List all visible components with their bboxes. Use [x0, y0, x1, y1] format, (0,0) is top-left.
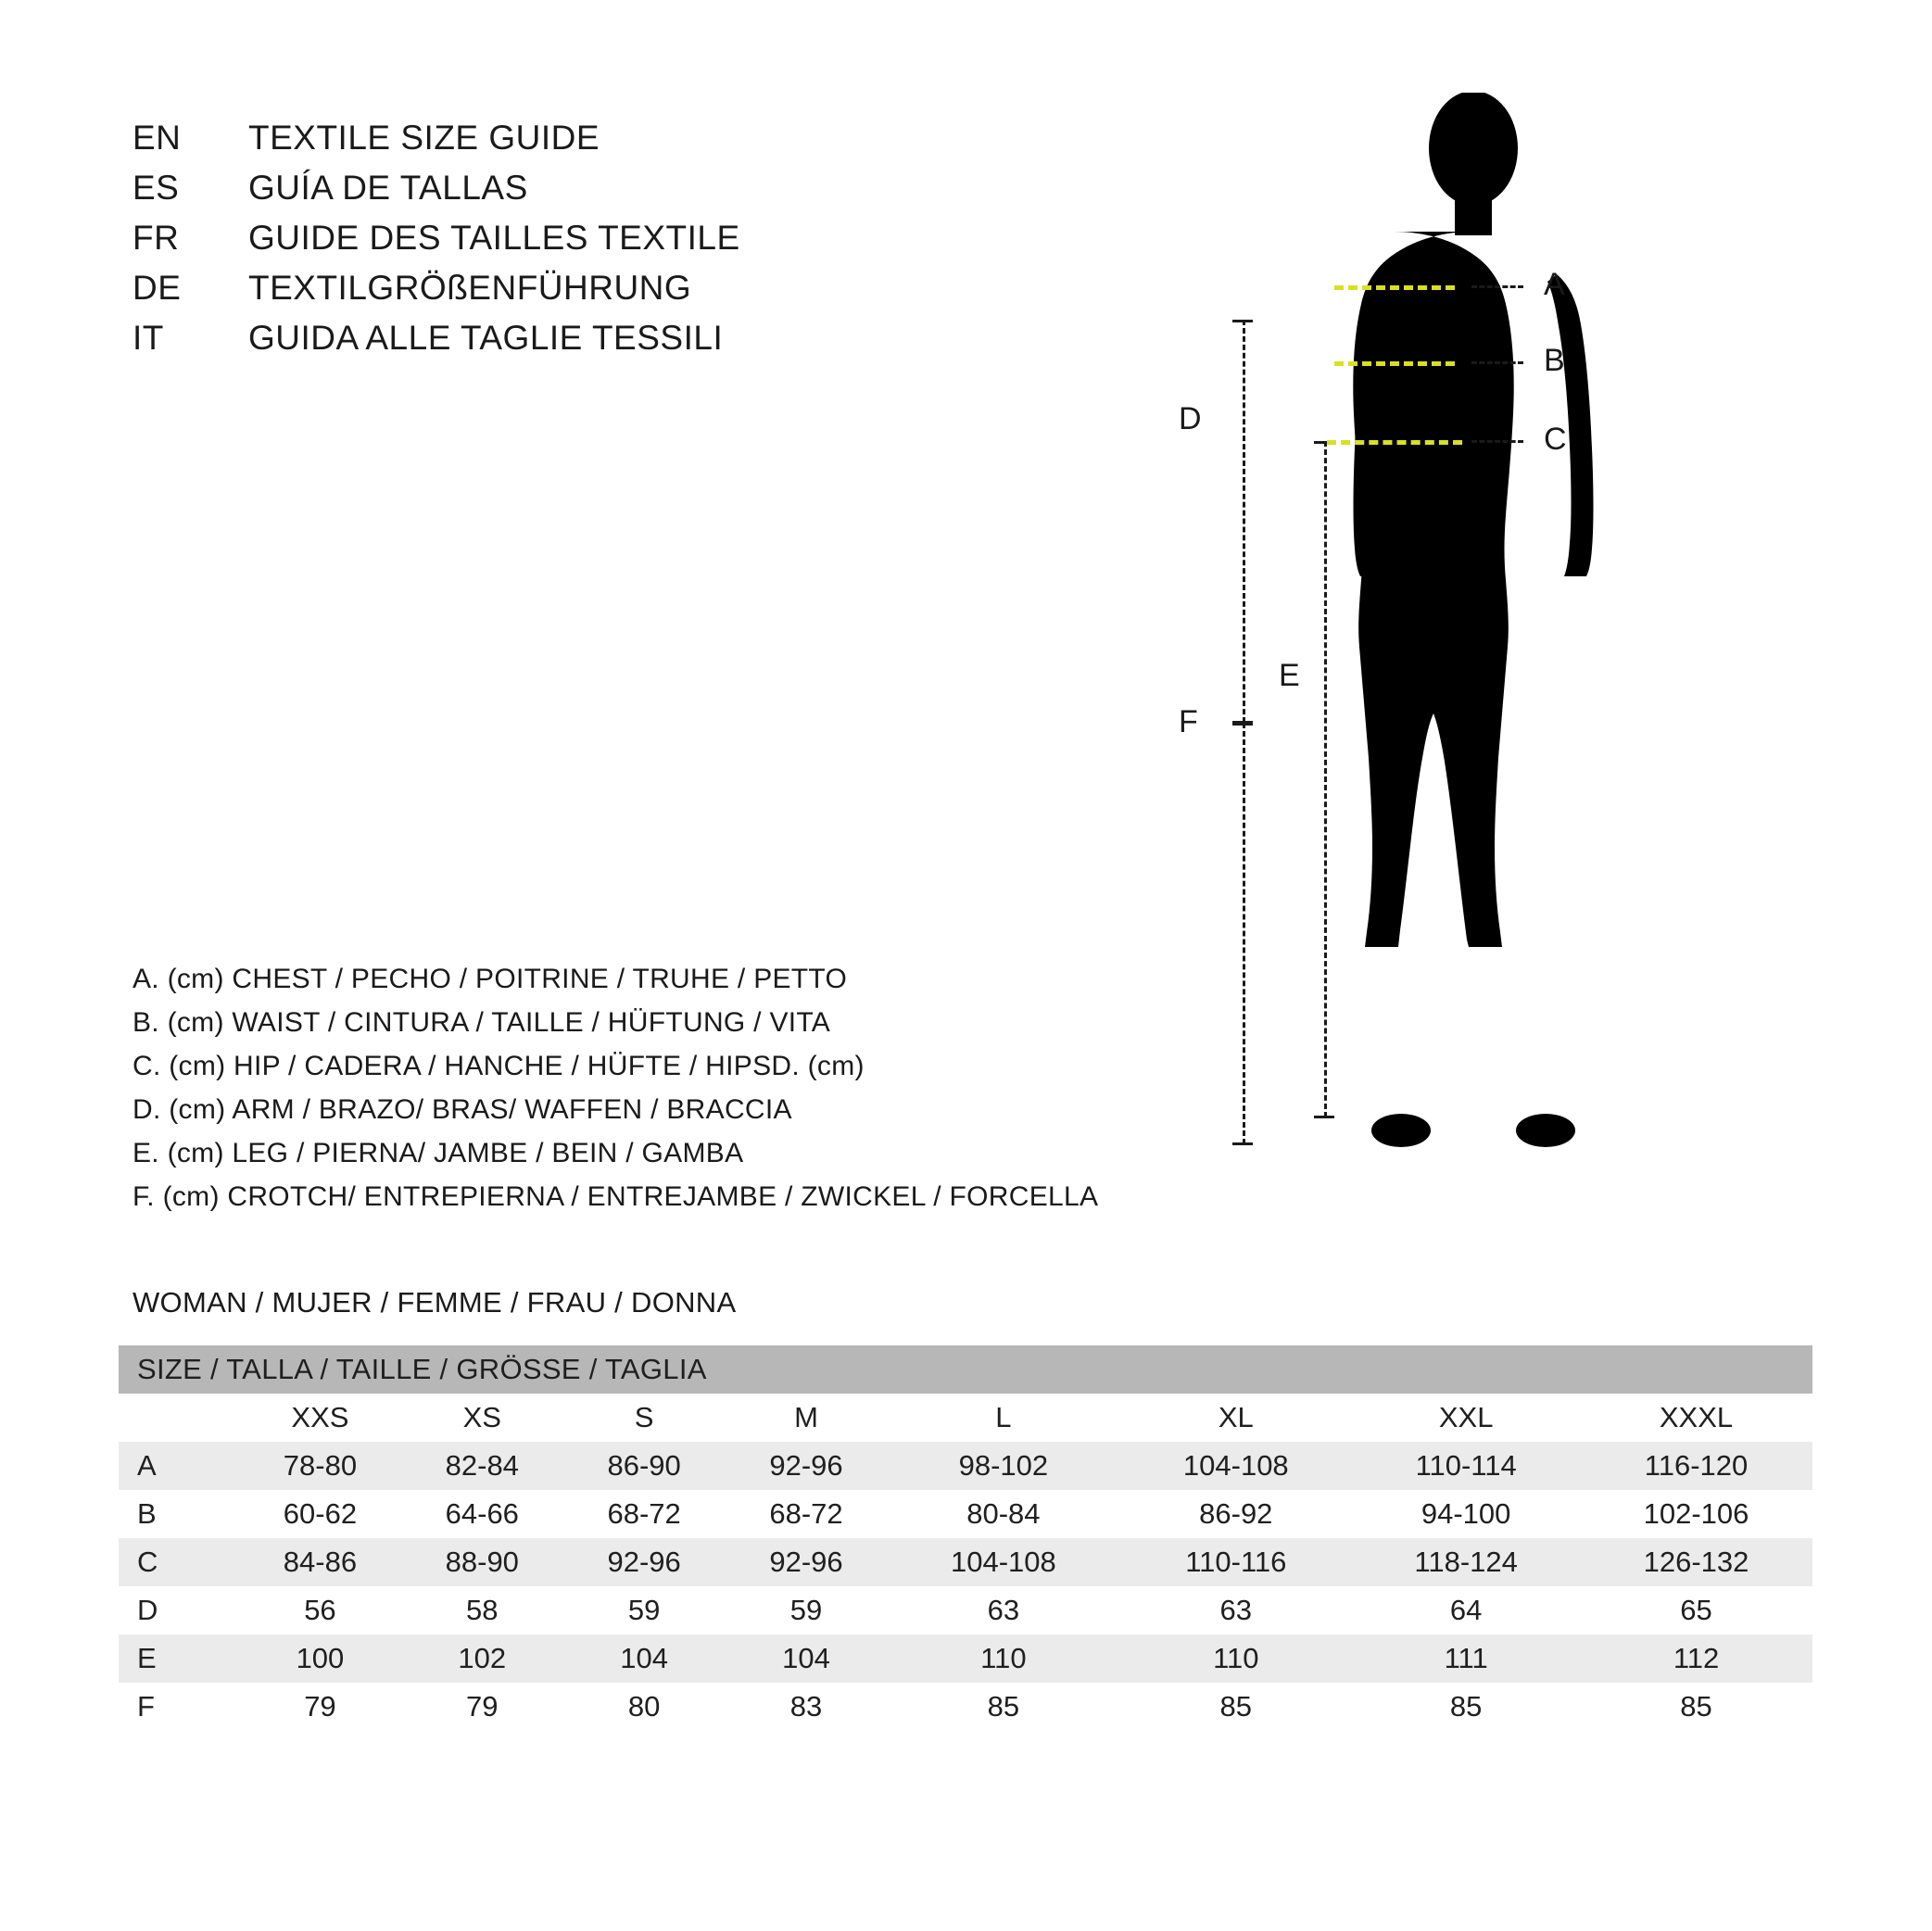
table-cell: 104: [563, 1634, 726, 1683]
waist-measure-line: [1334, 361, 1455, 366]
language-row: [133, 269, 740, 319]
table-cell: 85: [1580, 1683, 1812, 1731]
table-cell: 64: [1352, 1586, 1580, 1634]
column-header: M: [726, 1394, 888, 1442]
table-cell: 79: [401, 1683, 563, 1731]
table-row: [119, 1683, 1812, 1731]
dim-d-label: D: [1179, 401, 1202, 436]
table-cell: 92-96: [563, 1538, 726, 1586]
column-header: L: [887, 1394, 1119, 1442]
table-cell: 92-96: [726, 1442, 888, 1490]
language-code: IT: [133, 319, 164, 357]
table-cell: 92-96: [726, 1538, 888, 1586]
header-corner: [119, 1394, 239, 1442]
table-cell: 94-100: [1352, 1490, 1580, 1538]
dim-d-line: [1243, 320, 1245, 723]
table-row: [119, 1586, 1812, 1634]
table-caption-row: [119, 1345, 1812, 1394]
table-cell: 85: [1119, 1683, 1352, 1731]
language-title: GUIDE DES TAILLES TEXTILE: [248, 219, 740, 257]
table-row: [119, 1490, 1812, 1538]
column-header: XL: [1119, 1394, 1352, 1442]
table-cell: 116-120: [1580, 1442, 1812, 1490]
table-cell: 83: [726, 1683, 888, 1731]
table-cell: 110-116: [1119, 1538, 1352, 1586]
language-row: [133, 119, 740, 169]
table-cell: 78-80: [239, 1442, 401, 1490]
language-code: DE: [133, 269, 182, 307]
table-cell: 58: [401, 1586, 563, 1634]
language-header-block: [133, 119, 740, 369]
table-cell: 65: [1580, 1586, 1812, 1634]
legend-block: [133, 964, 1098, 1225]
measurement-diagram: [1112, 74, 1872, 1186]
dim-c-label: C: [1544, 422, 1567, 457]
row-label: E: [119, 1634, 239, 1683]
dim-f-bottom-cap: [1232, 1142, 1253, 1145]
table-cell: 104: [726, 1634, 888, 1683]
table-cell: 104-108: [1119, 1442, 1352, 1490]
table-cell: 68-72: [563, 1490, 726, 1538]
dim-a-leader: [1471, 285, 1523, 288]
dim-f-label: F: [1179, 704, 1198, 739]
table-cell: 118-124: [1352, 1538, 1580, 1586]
table-cell: 102-106: [1580, 1490, 1812, 1538]
size-table: [119, 1345, 1812, 1731]
table-cell: 110: [1119, 1634, 1352, 1683]
table-cell: 102: [401, 1634, 563, 1683]
table-cell: 59: [726, 1586, 888, 1634]
table-cell: 56: [239, 1586, 401, 1634]
dim-a-label: A: [1544, 267, 1565, 302]
language-code: EN: [133, 119, 182, 157]
table-caption: SIZE / TALLA / TAILLE / GRÖSSE / TAGLIA: [119, 1345, 1812, 1394]
table-cell: 68-72: [726, 1490, 888, 1538]
language-title: TEXTILE SIZE GUIDE: [248, 119, 600, 157]
table-cell: 82-84: [401, 1442, 563, 1490]
table-cell: 60-62: [239, 1490, 401, 1538]
table-cell: 80-84: [887, 1490, 1119, 1538]
column-header: S: [563, 1394, 726, 1442]
legend-item: D. (cm) ARM / BRAZO/ BRAS/ WAFFEN / BRACCIA: [133, 1094, 792, 1125]
table-cell: 110: [887, 1634, 1119, 1683]
dim-b-leader: [1471, 361, 1523, 364]
table-cell: 85: [887, 1683, 1119, 1731]
language-title: GUIDA ALLE TAGLIE TESSILI: [248, 319, 724, 357]
chest-measure-line: [1334, 285, 1455, 290]
column-header: XXL: [1352, 1394, 1580, 1442]
table-cell: 98-102: [887, 1442, 1119, 1490]
table-row: [119, 1442, 1812, 1490]
table-cell: 100: [239, 1634, 401, 1683]
row-label: B: [119, 1490, 239, 1538]
table-cell: 64-66: [401, 1490, 563, 1538]
legend-item: E. (cm) LEG / PIERNA/ JAMBE / BEIN / GAMBA: [133, 1138, 744, 1168]
table-cell: 110-114: [1352, 1442, 1580, 1490]
row-label: C: [119, 1538, 239, 1586]
table-cell: 126-132: [1580, 1538, 1812, 1586]
language-row: [133, 319, 740, 369]
dim-e-label: E: [1279, 658, 1300, 693]
table-row: [119, 1538, 1812, 1586]
dim-b-label: B: [1544, 343, 1565, 378]
woman-silhouette-icon: [1297, 93, 1649, 1149]
table-cell: 104-108: [887, 1538, 1119, 1586]
hip-measure-line: [1327, 440, 1462, 445]
legend-item: F. (cm) CROTCH/ ENTREPIERNA / ENTREJAMBE / ZWICKEL / FORCELLA: [133, 1181, 1099, 1212]
language-title: GUÍA DE TALLAS: [248, 169, 528, 207]
language-row: [133, 219, 740, 269]
column-header: XS: [401, 1394, 563, 1442]
row-label: A: [119, 1442, 239, 1490]
column-header: XXS: [239, 1394, 401, 1442]
language-row: [133, 169, 740, 219]
table-row: [119, 1634, 1812, 1683]
language-code: ES: [133, 169, 180, 207]
table-cell: 85: [1352, 1683, 1580, 1731]
table-cell: 112: [1580, 1634, 1812, 1683]
table-cell: 63: [887, 1586, 1119, 1634]
table-cell: 63: [1119, 1586, 1352, 1634]
table-header-row: [119, 1394, 1812, 1442]
dim-f-line: [1243, 723, 1245, 1144]
table-cell: 84-86: [239, 1538, 401, 1586]
table-cell: 79: [239, 1683, 401, 1731]
group-label: WOMAN / MUJER / FEMME / FRAU / DONNA: [133, 1286, 737, 1319]
table-cell: 86-92: [1119, 1490, 1352, 1538]
language-code: FR: [133, 219, 180, 257]
table-cell: 80: [563, 1683, 726, 1731]
language-title: TEXTILGRÖßENFÜHRUNG: [248, 269, 692, 307]
row-label: D: [119, 1586, 239, 1634]
row-label: F: [119, 1683, 239, 1731]
column-header: XXXL: [1580, 1394, 1812, 1442]
table-cell: 86-90: [563, 1442, 726, 1490]
legend-item: B. (cm) WAIST / CINTURA / TAILLE / HÜFTUNG / VITA: [133, 1007, 831, 1038]
dim-c-leader: [1471, 440, 1523, 443]
legend-item: C. (cm) HIP / CADERA / HANCHE / HÜFTE / HIPSD. (cm): [133, 1051, 865, 1081]
table-cell: 88-90: [401, 1538, 563, 1586]
legend-item: A. (cm) CHEST / PECHO / POITRINE / TRUHE / PETTO: [133, 964, 848, 994]
table-cell: 59: [563, 1586, 726, 1634]
table-cell: 111: [1352, 1634, 1580, 1683]
